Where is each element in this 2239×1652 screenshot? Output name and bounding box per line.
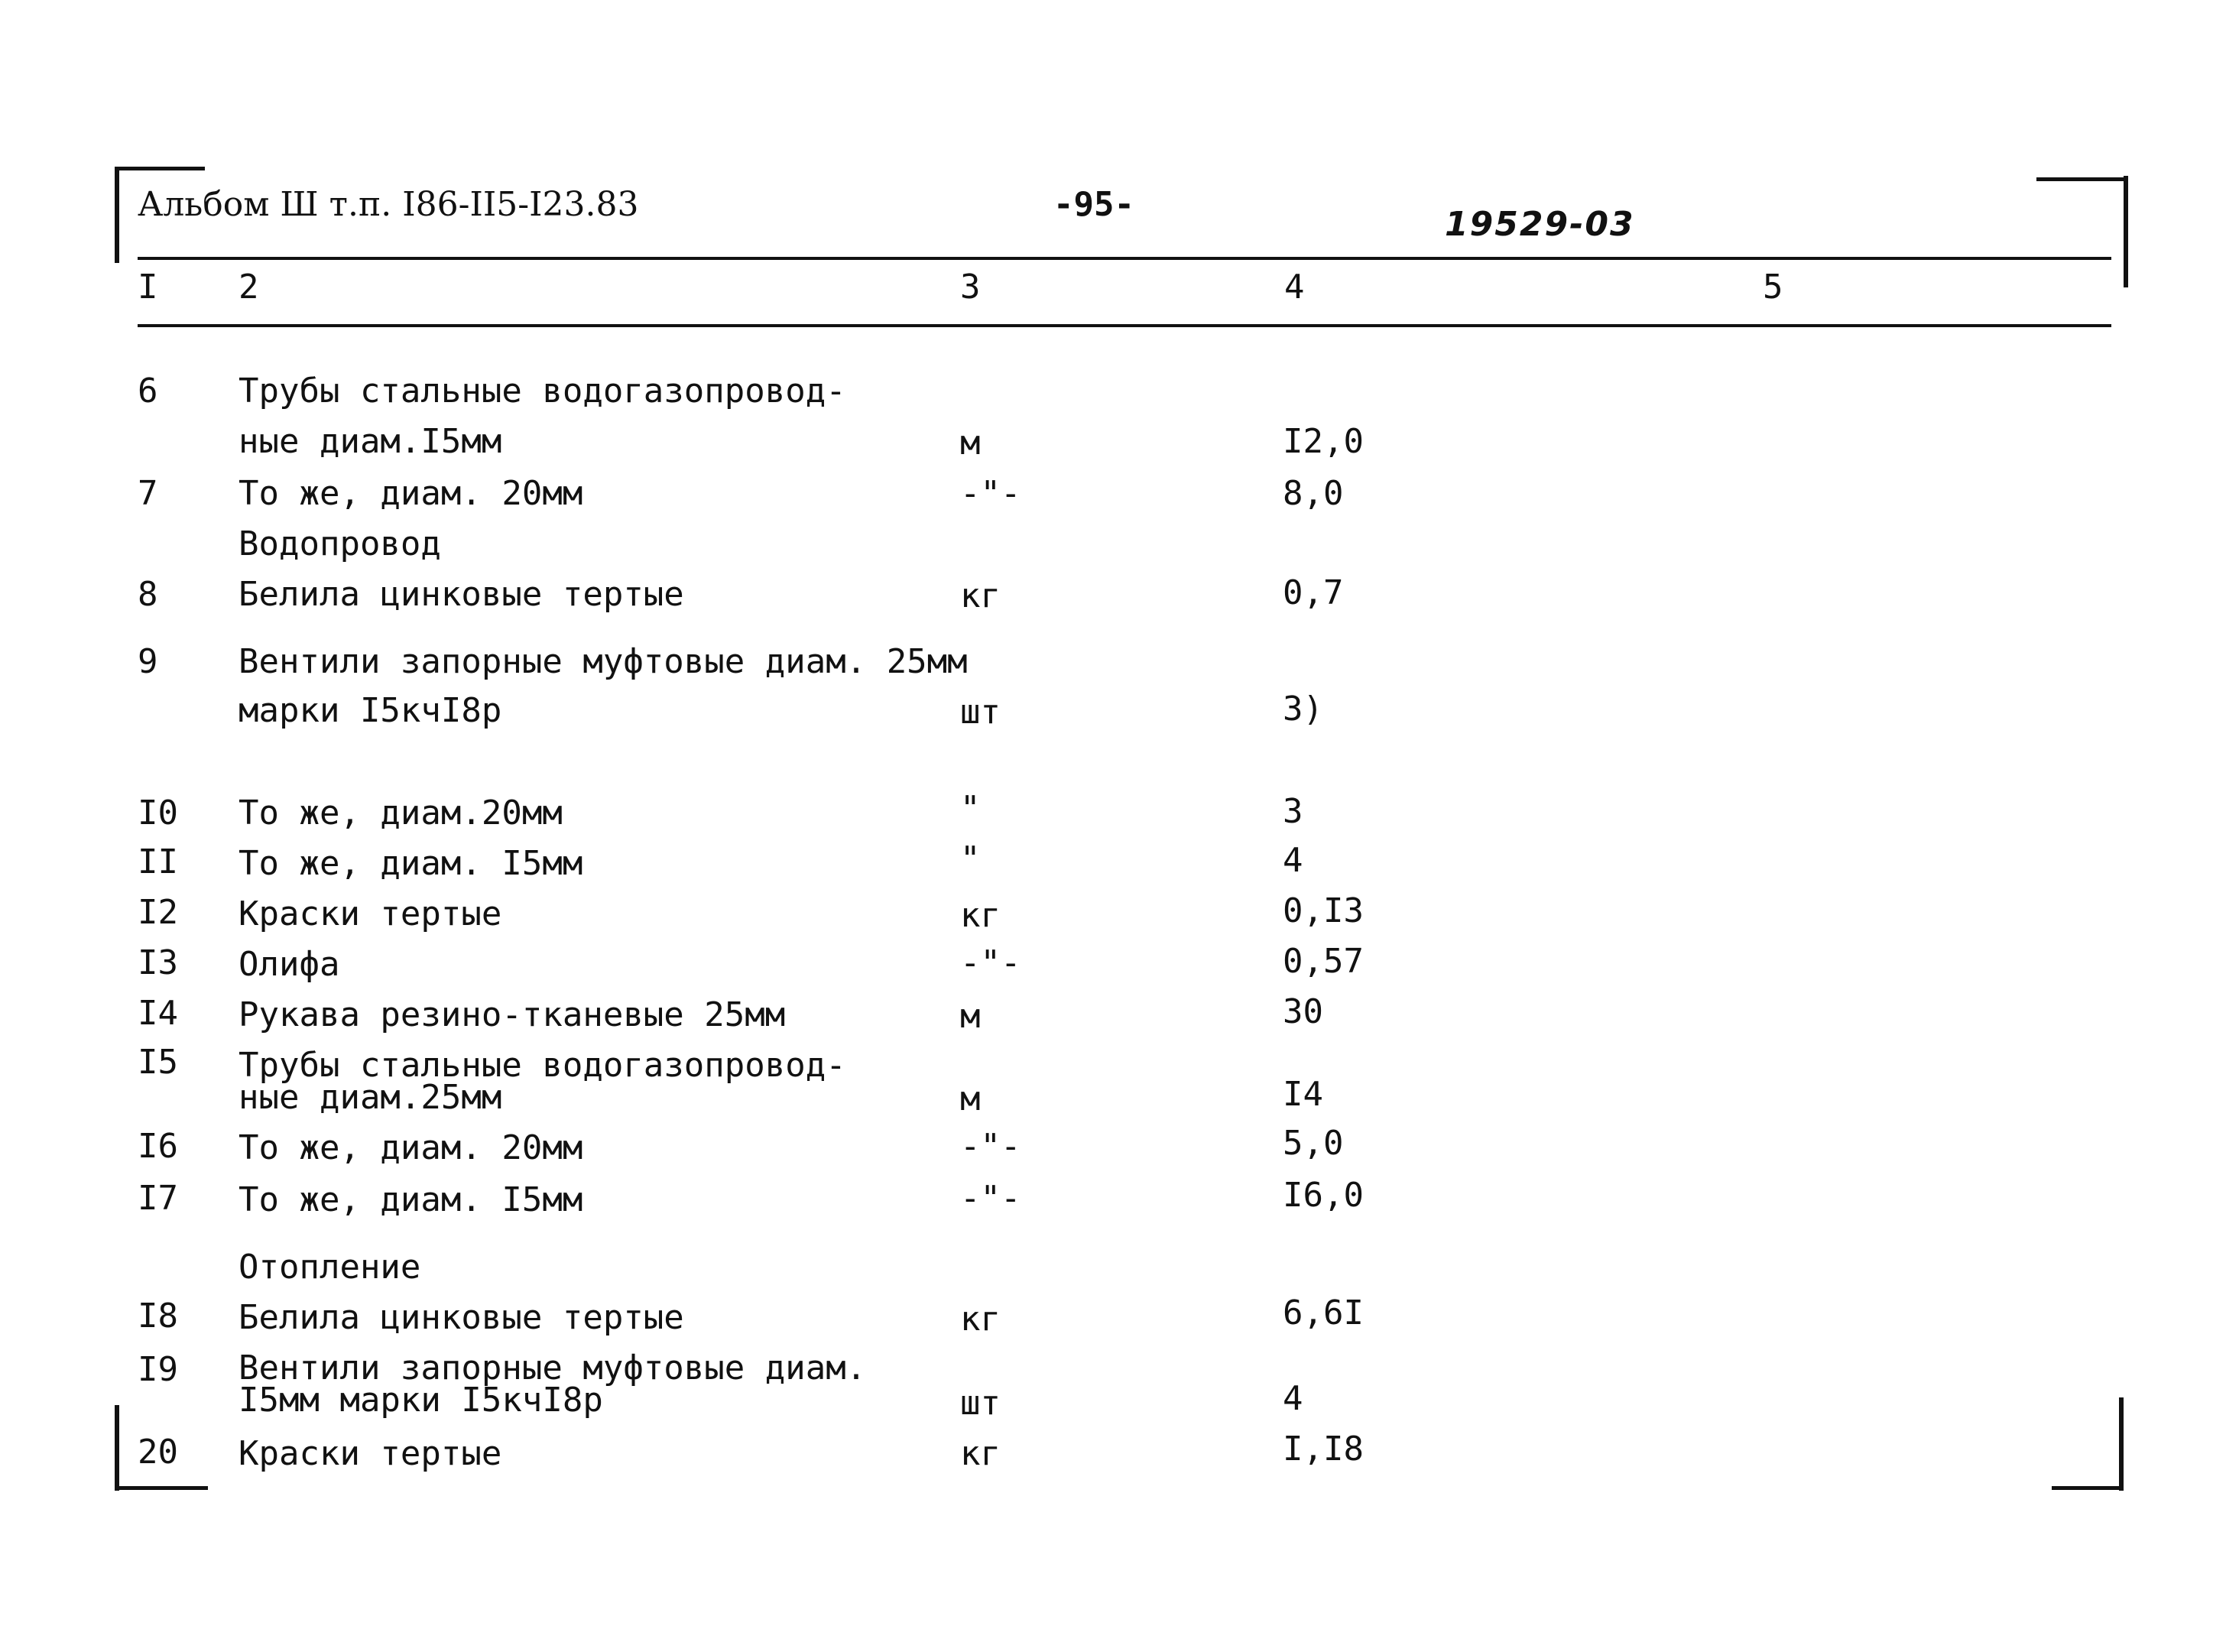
column-header-3: 3 [960, 268, 981, 307]
row-quantity: 8,0 [1283, 474, 1344, 513]
row-quantity: 3) [1283, 690, 1323, 729]
row-name: ные диам.25мм [239, 1078, 502, 1117]
row-unit: -"- [960, 1179, 1021, 1218]
row-number: I7 [138, 1179, 178, 1218]
row-quantity: 0,I3 [1283, 891, 1364, 930]
corner-bracket-top-left [115, 167, 205, 170]
row-name: марки I5кчI8р [239, 691, 502, 730]
corner-bracket-bottom-left [115, 1486, 208, 1490]
row-quantity: 4 [1283, 841, 1303, 880]
row-unit: кг [960, 896, 1001, 935]
column-header-2: 2 [239, 268, 259, 307]
row-quantity: 6,6I [1283, 1293, 1364, 1332]
row-unit: кг [960, 576, 1001, 615]
row-number: I4 [138, 994, 178, 1033]
row-quantity: I6,0 [1283, 1176, 1364, 1215]
row-name: ные диам.I5мм [239, 422, 502, 461]
row-number: I3 [138, 943, 178, 982]
row-name: Трубы стальные водогазопровод- [239, 1046, 846, 1085]
section-heading: Отопление [239, 1248, 421, 1287]
row-name: Трубы стальные водогазопровод- [239, 372, 846, 411]
row-number: 7 [138, 474, 158, 513]
row-number: 6 [138, 372, 158, 411]
row-unit: шт [960, 693, 1001, 732]
column-header-1: I [138, 268, 158, 307]
row-quantity: I4 [1283, 1075, 1323, 1114]
row-name: Олифа [239, 945, 340, 984]
row-number: I8 [138, 1297, 178, 1336]
row-quantity: 30 [1283, 992, 1323, 1031]
row-unit: " [960, 789, 981, 828]
row-unit: " [960, 839, 981, 878]
row-unit: м [960, 997, 981, 1036]
row-name: То же, диам. 20мм [239, 474, 583, 513]
corner-bracket-top-left [115, 167, 119, 263]
row-quantity: 0,7 [1283, 573, 1344, 612]
row-number: II [138, 842, 178, 881]
row-quantity: I,I8 [1283, 1430, 1364, 1469]
row-number: I0 [138, 794, 178, 832]
column-header-5: 5 [1763, 268, 1783, 307]
row-name: I5мм марки I5кчI8р [239, 1381, 603, 1420]
row-quantity: 4 [1283, 1379, 1303, 1418]
row-number: I2 [138, 893, 178, 932]
row-name: Краски тертые [239, 1434, 502, 1473]
row-unit: -"- [960, 474, 1021, 513]
row-name: Белила цинковые тертые [239, 575, 684, 614]
row-unit: м [960, 424, 981, 462]
header-rule-bottom [138, 324, 2111, 327]
row-number: I5 [138, 1043, 178, 1082]
row-unit: -"- [960, 943, 1021, 982]
page-number: -95- [1053, 185, 1134, 224]
row-quantity: 0,57 [1283, 942, 1364, 981]
column-header-4: 4 [1284, 268, 1305, 307]
corner-bracket-bottom-right [2052, 1486, 2122, 1490]
row-unit: шт [960, 1384, 1001, 1423]
corner-bracket-bottom-right [2119, 1397, 2124, 1491]
document-code: 19529-03 [1445, 205, 1635, 244]
row-number: 8 [138, 575, 158, 614]
row-name: Вентили запорные муфтовые диам. [239, 1349, 867, 1387]
header-rule-top [138, 257, 2111, 260]
corner-bracket-top-right [2124, 176, 2128, 287]
corner-bracket-top-right [2036, 177, 2127, 181]
row-unit: кг [960, 1300, 1001, 1339]
row-name: То же, диам. I5мм [239, 1180, 583, 1219]
row-name: То же, диам. 20мм [239, 1128, 583, 1167]
row-name: Вентили запорные муфтовые диам. 25мм [239, 642, 968, 681]
row-quantity: 3 [1283, 792, 1303, 831]
row-unit: кг [960, 1434, 1001, 1473]
row-number: 9 [138, 642, 158, 681]
corner-bracket-bottom-left [115, 1405, 119, 1491]
row-quantity: 5,0 [1283, 1124, 1344, 1163]
album-title: Альбом Ш т.п. I86-II5-I23.83 [138, 185, 639, 224]
row-name: То же, диам. I5мм [239, 844, 583, 883]
row-unit: -"- [960, 1127, 1021, 1166]
row-name: То же, диам.20мм [239, 794, 563, 832]
section-heading: Водопровод [239, 524, 441, 563]
row-quantity: I2,0 [1283, 422, 1364, 461]
row-unit: м [960, 1079, 981, 1118]
row-number: I9 [138, 1350, 178, 1389]
row-number: I6 [138, 1127, 178, 1166]
row-number: 20 [138, 1433, 178, 1472]
row-name: Рукава резино-тканевые 25мм [239, 995, 786, 1034]
row-name: Белила цинковые тертые [239, 1298, 684, 1337]
row-name: Краски тертые [239, 894, 502, 933]
